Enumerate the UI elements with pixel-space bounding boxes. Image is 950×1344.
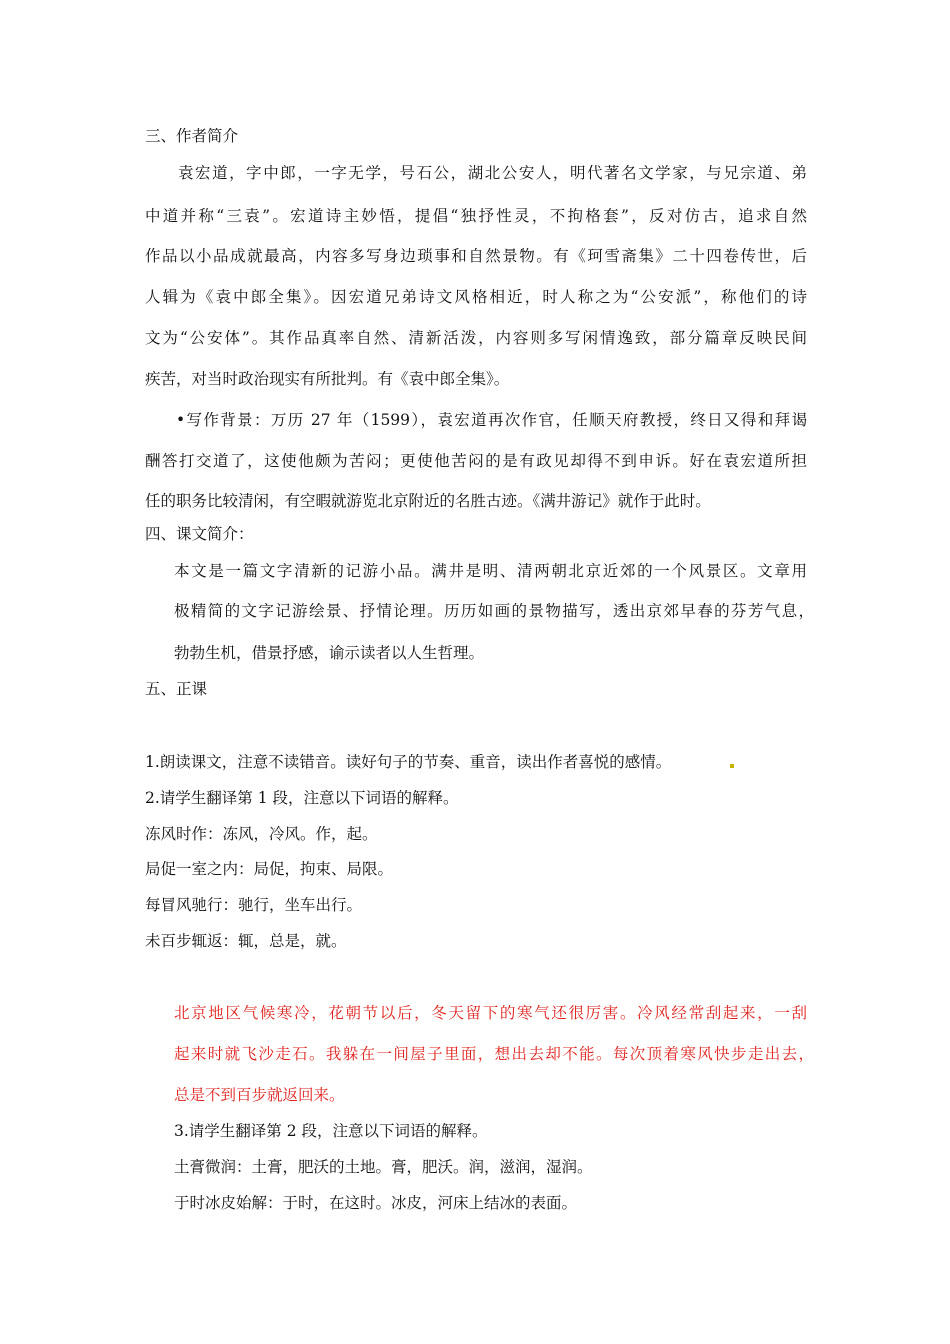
lesson-item-2: 2.请学生翻译第 1 段，注意以下词语的解释。 [145,789,459,807]
vocab-line-6: 于时冰皮始解：于时，在这时。冰皮，河床上结冰的表面。 [174,1194,578,1212]
section3-heading: 三、作者简介 [145,127,239,145]
lesson-item-3: 3.请学生翻译第 2 段，注意以下词语的解释。 [174,1122,488,1140]
writing-background-line-1: •写作背景：万历 27 年（1599），袁宏道再次作官，任顺天府教授，终日又得和拜谒 [176,411,807,429]
section3-para-line-3: 作品以小品成就最高，内容多写身边琐事和自然景物。有《珂雪斋集》二十四卷传世，后 [145,247,807,265]
translation-line-2: 起来时就飞沙走石。我躲在一间屋子里面，想出去却不能。每次顶着寒风快步走出去， [174,1045,814,1063]
section4-para-line-2: 极精简的文字记游绘景、抒情论理。历历如画的景物描写，透出京郊早春的芬芳气息， [174,602,814,620]
marker-dot [730,764,734,768]
section3-para-line-1: 袁宏道，字中郎，一字无学，号石公，湖北公安人，明代著名文学家，与兄宗道、弟 [178,164,807,182]
lesson-item-1: 1.朗读课文，注意不读错音。读好句子的节奏、重音，读出作者喜悦的感情。 [145,753,672,771]
writing-background-line-3: 任的职务比较清闲，有空暇就游览北京附近的名胜古迹。《满井游记》就作于此时。 [145,492,711,510]
vocab-line-1: 冻风时作：冻风，冷风。作，起。 [145,825,378,843]
vocab-line-2: 局促一室之内：局促，拘束、局限。 [145,860,394,878]
section3-para-line-6: 疾苦，对当时政治现实有所批判。有《袁中郎全集》。 [145,370,510,388]
section4-para-line-3: 勃勃生机，借景抒感，谕示读者以人生哲理。 [174,644,485,662]
vocab-line-3: 每冒风驰行：驰行，坐车出行。 [145,896,363,914]
vocab-line-4: 未百步辄返：辄，总是，就。 [145,932,347,950]
section4-heading: 四、课文简介： [145,525,254,543]
section3-para-line-4: 人辑为《袁中郎全集》。因宏道兄弟诗文风格相近，时人称之为“公安派”，称他们的诗 [145,288,807,306]
section3-para-line-2: 中道并称“三袁”。宏道诗主妙悟，提倡“独抒性灵，不拘格套”，反对仿古，追求自然 [145,207,807,225]
translation-line-1: 北京地区气候寒冷，花朝节以后，冬天留下的寒气还很厉害。冷风经常刮起来，一刮 [174,1004,807,1022]
vocab-line-5: 土膏微润：土膏，肥沃的土地。膏，肥沃。润，滋润，湿润。 [174,1158,593,1176]
section3-para-line-5: 文为“公安体”。其作品真率自然、清新活泼，内容则多写闲情逸致，部分篇章反映民间 [145,329,807,347]
section5-heading: 五、正课 [145,680,208,698]
translation-line-3: 总是不到百步就返回来。 [174,1086,345,1104]
section4-para-line-1: 本文是一篇文字清新的记游小品。满井是明、清两朝北京近郊的一个风景区。文章用 [174,562,807,580]
writing-background-line-2: 酬答打交道了，这使他颇为苦闷；更使他苦闷的是有政见却得不到申诉。好在袁宏道所担 [145,452,807,470]
